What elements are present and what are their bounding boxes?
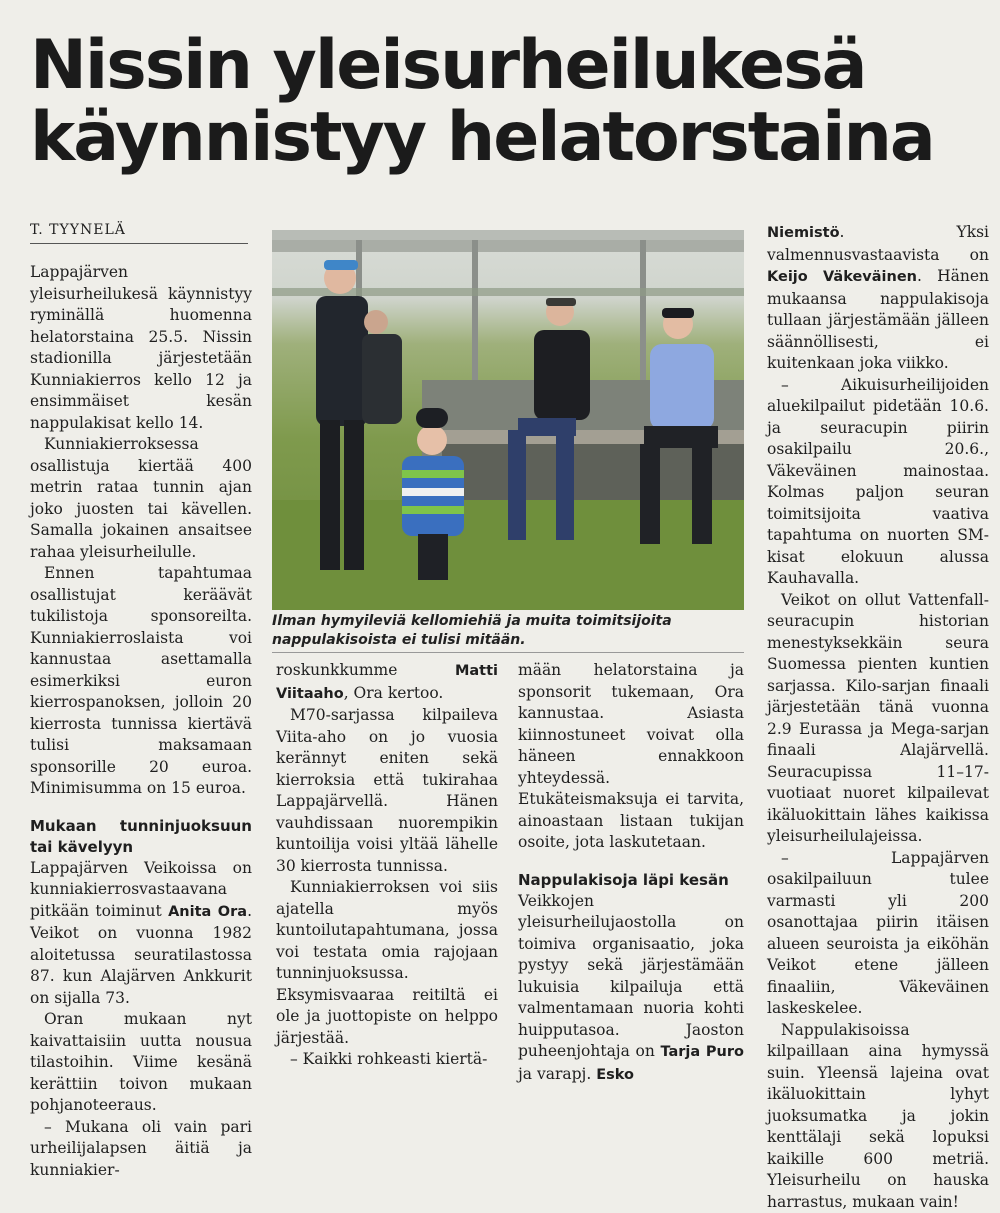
paragraph: mään helatorstaina ja sponsorit tukemaan, Ora kannustaa. Asiasta kiinnostuneet voivat olla häneen ennakkoon yhteydessä. Etukäteismaksuja ei tarvita, ainoastaan listaan tukijan osoite, jota laskutetaan. xyxy=(518,660,744,854)
paragraph: Veikot on ollut Vattenfall-seuracupin historian menestyksekkäin seura Suomessa pienten kuntien sarjassa. Kilo-sarjan finaali järjestetään tänä vuonna 2.9 Eurassa ja Mega-sarjan finaali Alajärvellä. Seuracupissa 11–17-vuotiaat nuoret kilpailevat ikäluokittain lähes kaikissa yleisurheilulajeissa. xyxy=(767,590,989,848)
byline: T. TYYNELÄ xyxy=(30,222,248,244)
paragraph: Lappajärven yleisurheilukesä käynnistyy ryminällä huomenna helatorstaina 25.5. Nissin stadionilla järjestetään Kunniakierros kello 12 ja ensimmäiset kesän nappulakisat kello 14. xyxy=(30,262,252,434)
subheading: Mukaan tunninjuoksuun tai kävelyyn xyxy=(30,816,252,858)
subheading: Nappulakisoja läpi kesän xyxy=(518,870,744,891)
headline-line-2: käynnistyy helatorstaina xyxy=(30,102,990,174)
text-run: . Veikot on vuonna 1982 aloitetussa seuratilastossa 87. kun Alajärven Ankkurit on sijalla 73. xyxy=(30,902,252,1007)
headline xyxy=(30,30,990,174)
column-1 xyxy=(30,262,252,1181)
paragraph: Kunniakierroksessa osallistuja kiertää 400 metrin rataa tunnin ajan joko juosten tai kävellen. Samalla jokainen ansaitsee rahaa yleisurheilulle. xyxy=(30,434,252,563)
column-3 xyxy=(518,660,744,1086)
text-run: , Ora kertoo. xyxy=(344,684,444,702)
person-name: Keijo Väkeväinen xyxy=(767,269,917,285)
person-name: Niemistö xyxy=(767,225,840,241)
paragraph xyxy=(518,891,744,1087)
paragraph: Ennen tapahtumaa osallistujat keräävät tukilistoja sponsoreilta. Kunniakierroslaista voi kannustaa asettamalla esimerkiksi euron kierrospanoksen, jolloin 20 kierrosta tunnissa kiertävä tulisi maksamaan sponsorille 20 euroa. Minimisumma on 15 euroa. xyxy=(30,563,252,800)
text-run: Lappajärven Veikoissa on kunniakierrosvastaavana pitkään toiminut xyxy=(30,859,252,920)
person-name: Esko xyxy=(596,1067,634,1083)
paragraph: – Kaikki rohkeasti kiertä- xyxy=(276,1049,498,1071)
text-run: . Yksi valmennusvastaavista on xyxy=(767,223,989,264)
paragraph: – Aikuisurheilijoiden aluekilpailut pidetään 10.6. ja seuracupin piirin osakilpailu 20.6., Väkeväinen mainostaa. Kolmas paljon seuran toimitsijoita vaativa tapahtuma on nuorten SM-kisat elokuun alussa Kauhavalla. xyxy=(767,375,989,590)
text-run: Veikkojen yleisurheilujaostolla on toimiva organisaatio, joka pystyy sekä järjestämään lukuisia kilpailuja että valmentamaan nuoria kohti huipputasoa. Jaoston puheenjohtaja on xyxy=(518,892,744,1061)
headline-line-1: Nissin yleisurheilukesä xyxy=(30,30,990,102)
person-name: Tarja Puro xyxy=(660,1044,744,1060)
paragraph: – Lappajärven osakilpailuun tulee varmasti yli 200 osanottajaa piirin itäisen alueen seuroista ja eiköhän Veikot etene jälleen finaaliin, Väkeväinen laskeskelee. xyxy=(767,848,989,1020)
paragraph: Nappulakisoissa kilpaillaan aina hymyssä suin. Yleensä lajeina ovat ikäluokittain lyhyt juoksumatka ja jokin kenttälaji sekä lopuksi kaikille 600 metriä. Yleisurheilu on hauska harrastus, mukaan vain! xyxy=(767,1020,989,1213)
paragraph xyxy=(30,858,252,1010)
paragraph: Kunniakierroksen voi siis ajatella myös kuntoilutapahtumana, jossa voi testata omia rajojaan tunninjuoksussa. Eksymisvaaraa reitiltä ei ole ja juottopiste on helppo järjestää. xyxy=(276,877,498,1049)
person-name: Anita Ora xyxy=(168,904,247,920)
paragraph xyxy=(276,660,498,705)
article-photo xyxy=(272,230,744,610)
paragraph xyxy=(767,222,989,375)
text-run: ja varapj. xyxy=(518,1065,596,1083)
column-4 xyxy=(767,222,989,1213)
person-name: Matti Viitaaho xyxy=(276,663,498,702)
divider xyxy=(272,652,744,653)
photo-illustration xyxy=(272,230,744,610)
column-2 xyxy=(276,660,498,1071)
paragraph: – Mukana oli vain pari urheilijalapsen äitiä ja kunniakier- xyxy=(30,1117,252,1182)
paragraph: Oran mukaan nyt kaivattaisiin uutta nousua tilastoihin. Viime kesänä kerättiin toivon mukaan pohjanoteeraus. xyxy=(30,1009,252,1117)
paragraph: M70-sarjassa kilpaileva Viita-aho on jo vuosia kerännyt eniten sekä kierroksia että tukirahaa Lappajärvellä. Hänen vauhdissaan nuorempikin kuntoilija voisi yltää lähelle 30 kierrosta tunnissa. xyxy=(276,705,498,877)
text-run: roskunkkumme xyxy=(276,661,455,679)
text-run: . Hänen mukaansa nappulakisoja tullaan järjestämään jälleen säännöllisesti, ei kuitenkaan joka viikko. xyxy=(767,267,989,372)
photo-caption: Ilman hymyileviä kellomiehiä ja muita toimitsijoita nappulakisoista ei tulisi mitään. xyxy=(272,612,744,650)
